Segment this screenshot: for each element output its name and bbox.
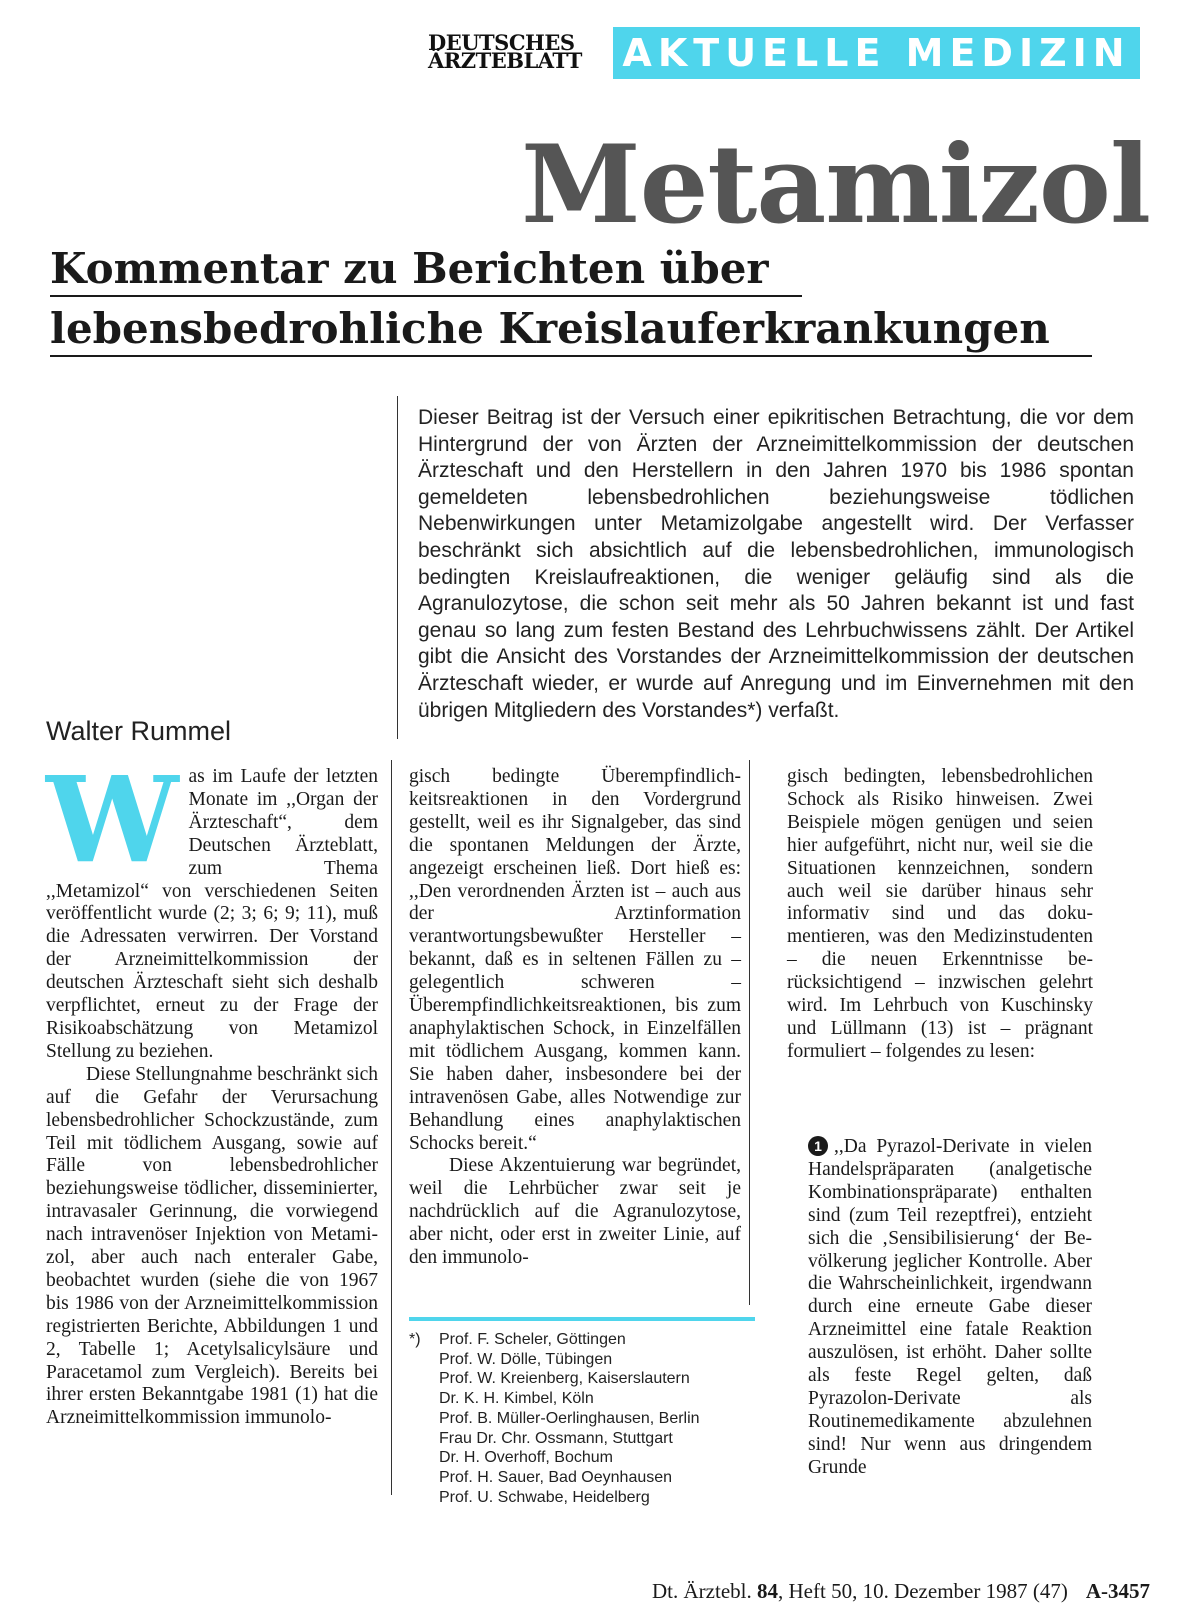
journal-logo-line2: ÄRZTEBLATT — [428, 48, 582, 73]
list-item: Frau Dr. Chr. Ossmann, Stuttgart — [439, 1429, 673, 1447]
list-item: Prof. W. Kreienberg, Kaiserslautern — [439, 1370, 690, 1388]
footer-issue: , Heft 50, 10. Dezember 1987 (47) — [778, 1579, 1068, 1603]
subtitle-line-2: lebensbedrohliche Kreislauferkrankungen — [50, 304, 1050, 353]
footnote-marker: *) — [409, 1331, 421, 1348]
column-divider-1 — [391, 760, 392, 1495]
intro-divider — [397, 396, 398, 739]
list-item: Dr. K. H. Kimbel, Köln — [439, 1390, 594, 1408]
subtitle-line-1: Kommentar zu Berichten über — [50, 244, 769, 293]
quote-text: ,,Da Pyrazol-Derivate in vielen Handelspräparaten (analgetische Kombinationspräparate) enthalten sind (zum Teil rezeptfrei), entzieht sich die ‚Sensibilisierung‘ der Bevölkerung jeglicher Kontrolle. Aber die Wahrscheinlichkeit, irgendwann durch eine erneute Gabe dieser Arzneimittel eine fatale Reaktion auszulösen, ist erhöht. Daher sollte als feste Regel gelten, daß Pyrazolon-Derivate als Routinemedikamente abzulehnen sind! Nur wenn aus dringendem Grunde — [808, 1136, 1092, 1478]
subtitle-rule-1 — [50, 295, 802, 297]
list-item: Prof. U. Schwabe, Heidelberg — [439, 1488, 650, 1506]
list-item: Prof. F. Scheler, Göttingen — [439, 1331, 626, 1348]
list-item: Prof. W. Dölle, Tübingen — [439, 1350, 613, 1368]
list-item: Prof. H. Sauer, Bad Oeynhausen — [439, 1468, 673, 1486]
subtitle-rule-2 — [50, 355, 1092, 357]
col1-paragraph-1: as im Laufe der letzten Monate im ,,Organ der Ärzteschaft“, dem Deutschen Ärzteblatt, zum Thema ,,Metamizol“ von verschiedenen Seiten veröffentlicht wurde (2; 3; 6; 9; 11), muß die Adressaten verwirren. Der Vorstand der Arzneimittelkommission der deutschen Ärzteschaft sieht sich deshalb verpflichtet, erneut zu der Frage der Risikoabschätzung von Metamizol Stellung zu beziehen. — [46, 766, 378, 1062]
article-title: Metamizol — [521, 122, 1150, 248]
footnote-rule — [409, 1317, 755, 1321]
textbook-quote — [808, 1136, 1092, 1480]
column-divider-2 — [749, 760, 750, 1305]
col2-paragraph-2: Diese Akzentuierung war begründet, weil die Lehrbücher zwar seit je nachdrücklich auf die Agranulozytose, aber nicht, oder erst in zweiter Linie, auf den immunolo- — [409, 1155, 741, 1269]
quote-number-badge: 1 — [808, 1136, 828, 1156]
page-footer — [560, 1579, 1150, 1604]
body-column-3 — [787, 766, 1093, 1064]
author-name: Walter Rummel — [46, 716, 232, 746]
list-item: Dr. H. Overhoff, Bochum — [439, 1449, 613, 1467]
intro-abstract: Dieser Beitrag ist der Versuch einer epikritischen Betrachtung, die vor dem Hintergrund der von Ärzten der Arzneimittelkommission der deutschen Ärzteschaft und den Herstellern in den Jahren 1970 bis 1986 spontan gemeldeten lebensbedrohlichen beziehungsweise tödlichen Nebenwirkungen unter Metamizolgabe angestellt wird. Der Verfasser beschränkt sich absichtlich auf die lebensbedrohlichen, immunologisch bedingten Kreislaufreaktionen, die weniger geläufig sind als die Agranulozytose, die schon seit mehr als 50 Jahren bekannt ist und fast genau so lang zum festen Bestand des Lehrbuchwissens zählt. Der Artikel gibt die Ansicht des Vorstandes der Arzneimittelkommission der deutschen Ärzteschaft wieder, er wurde auf Anregung und im Einvernehmen mit den übrigen Mitgliedern des Vorstandes*) verfaßt. — [418, 406, 1134, 722]
board-member-list — [439, 1330, 755, 1507]
footer-volume: 84 — [757, 1579, 778, 1603]
footnote — [409, 1330, 755, 1507]
col2-paragraph-1: gisch bedingte Überempfindlichkeitsreaktionen in den Vordergrund gestellt, weil es ihr Signalgeber, das sind die spontanen Meldungen der Ärzte, angezeigt erscheinen ließ. Dort hieß es: ,,Den verordnenden Ärzten ist – auch aus der Arztinformation verantwortungsbewußter Hersteller – bekannt, daß es in seltenen Fällen zu – gelegentlich schweren – Überempfindlichkeitsreaktionen, bis zum anaphylaktischen Schock, in Einzelfällen mit tödlichem Ausgang, kommen kann. Sie haben daher, insbesondere bei der intravenösen Gabe, alles Notwendige zur Behandlung eines anaphylaktischen Schocks bereit.“ — [409, 766, 741, 1154]
body-column-2 — [409, 766, 741, 1270]
body-column-1 — [46, 750, 378, 1430]
section-banner: AKTUELLE MEDIZIN — [613, 27, 1140, 79]
drop-cap: W — [46, 750, 179, 889]
list-item: Prof. B. Müller-Oerlinghausen, Berlin — [439, 1409, 700, 1427]
col1-paragraph-2: Diese Stellungnahme beschränkt sich auf die Gefahr der Verursachung lebensbedrohlicher Schockzustände, zum Teil mit tödlichem Ausgang, sowie auf Fälle von lebensbedrohlicher beziehungsweise tödlicher, disseminierter, intravasaler Gerinnung, die vorwiegend nach intravenöser Injektion von Metamizol, aber auch nach enteraler Gabe, beobachtet wurden (siehe die von 1967 bis 1986 von der Arzneimittelkommission registrierten Berichte, Abbildungen 1 und 2, Tabelle 1; Acetylsalicylsäure und Paracetamol zum Vergleich). Bereits bei ihrer ersten Bekanntgabe 1981 (1) hat die Arzneimittelkommission immunolo- — [46, 1063, 378, 1429]
journal-logo-line1: DEUTSCHES — [428, 30, 575, 55]
journal-logo — [428, 30, 596, 73]
page-number: A-3457 — [1085, 1579, 1150, 1603]
col3-paragraph-1: gisch bedingten, lebensbedrohlichen Schock als Risiko hinweisen. Zwei Beispiele mögen genügen und seien hier aufgeführt, nicht nur, weil sie die Situationen kennzeichnen, sondern auch weil sie darüber hinaus sehr informativ sind und das dokumentieren, was den Medizinstudenten – die neuen Erkenntnisse berücksichtigend – inzwischen gelehrt wird. Im Lehrbuch von Kuschinsky und Lüllmann (13) ist – prägnant formuliert – folgendes zu lesen: — [787, 766, 1093, 1062]
footer-citation: Dt. Ärztebl. — [652, 1579, 752, 1603]
